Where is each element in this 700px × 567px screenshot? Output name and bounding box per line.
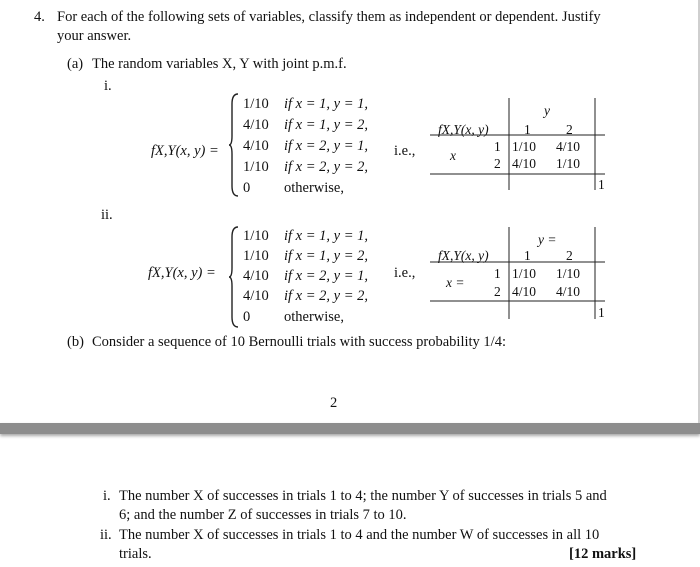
part-a-ii-table-row-var: x = bbox=[446, 275, 465, 290]
question-intro-line1: For each of the following sets of variables, classify them as independent or dependent. Justify bbox=[57, 9, 601, 25]
part-a-i-table-row-x: 1 bbox=[494, 139, 501, 154]
part-a-ii-table-cell: 1/10 bbox=[556, 266, 581, 281]
part-a-ii-table-col-var: y = bbox=[538, 232, 557, 247]
part-a-ii-table-row-x: 1 bbox=[494, 266, 501, 281]
part-a-ii-brace bbox=[228, 225, 240, 329]
question-number: 4. bbox=[34, 9, 45, 25]
part-a-ii-table-cell: 4/10 bbox=[556, 284, 581, 299]
part-a-i-brace bbox=[228, 92, 240, 198]
page-separator bbox=[0, 423, 700, 434]
part-a-ii-case-cond: if x = 2, y = 2, bbox=[284, 288, 368, 304]
part-a-ii-case-value: 4/10 bbox=[243, 288, 269, 304]
part-a-ii-case-value: 1/10 bbox=[243, 228, 269, 244]
part-a-i-case-value: 4/10 bbox=[243, 117, 269, 133]
part-a-i-table-total: 1 bbox=[598, 177, 605, 192]
part-a-ii-table-corner: fX,Y(x, y) bbox=[438, 248, 489, 263]
part-a-i-case-cond: otherwise, bbox=[284, 180, 344, 196]
part-a-i-lhs: fX,Y(x, y) = bbox=[151, 143, 219, 159]
part-a-i-label: i. bbox=[104, 78, 112, 94]
part-a-i-table-cell: 4/10 bbox=[556, 139, 581, 154]
question-intro-line2: your answer. bbox=[57, 28, 132, 44]
part-a-i-table-row-x: 2 bbox=[494, 156, 501, 171]
part-a-ii-ie: i.e., bbox=[394, 265, 416, 281]
part-a-ii-case-value: 0 bbox=[243, 309, 251, 325]
part-a-i-table-col-var: y bbox=[544, 103, 550, 118]
part-a-ii-case-cond: otherwise, bbox=[284, 309, 344, 325]
part-a-ii-lhs: fX,Y(x, y) = bbox=[148, 265, 216, 281]
part-a-ii-case-cond: if x = 2, y = 1, bbox=[284, 268, 368, 284]
part-b-i-line1: The number X of successes in trials 1 to 4; the number Y of successes in trials 5 and bbox=[119, 488, 607, 504]
part-a-ii-label: ii. bbox=[101, 207, 113, 223]
part-a-i-case-cond: if x = 1, y = 2, bbox=[284, 117, 368, 133]
part-a-i-ie: i.e., bbox=[394, 143, 416, 159]
part-a-i-table-cell: 1/10 bbox=[556, 156, 581, 171]
part-b-ii-label: ii. bbox=[100, 527, 112, 543]
part-a-i-case-value: 1/10 bbox=[243, 96, 269, 112]
part-a-i-case-value: 1/10 bbox=[243, 159, 269, 175]
part-b-ii-line1: The number X of successes in trials 1 to 4 and the number W of successes in all 10 bbox=[119, 527, 600, 543]
part-a-i-table-corner: fX,Y(x, y) bbox=[438, 122, 489, 137]
part-a-i-table-col-header: 2 bbox=[566, 122, 573, 137]
part-a-i-table-cell: 1/10 bbox=[512, 139, 537, 154]
part-b-i-label: i. bbox=[103, 488, 111, 504]
part-a-i-case-value: 0 bbox=[243, 180, 251, 196]
part-b-text: Consider a sequence of 10 Bernoulli trials with success probability 1/4: bbox=[92, 334, 506, 350]
part-a-ii-table-col-header: 1 bbox=[524, 248, 531, 263]
part-a-ii-table-cell: 1/10 bbox=[512, 266, 537, 281]
part-a-text: The random variables X, Y with joint p.m.f. bbox=[92, 56, 347, 72]
part-a-ii-case-value: 1/10 bbox=[243, 248, 269, 264]
part-a-i-case-value: 4/10 bbox=[243, 138, 269, 154]
part-a-i-case-cond: if x = 2, y = 2, bbox=[284, 159, 368, 175]
part-b-i-line2: 6; and the number Z of successes in trials 7 to 10. bbox=[119, 507, 407, 523]
part-b-label: (b) bbox=[67, 334, 84, 350]
part-b-ii-line2: trials. bbox=[119, 546, 152, 562]
part-a-ii-case-cond: if x = 1, y = 2, bbox=[284, 248, 368, 264]
page-number: 2 bbox=[330, 395, 338, 411]
part-a-ii-table-row-x: 2 bbox=[494, 284, 501, 299]
part-a-ii-table-col-header: 2 bbox=[566, 248, 573, 263]
marks-label: [12 marks] bbox=[569, 546, 637, 562]
part-a-ii-case-value: 4/10 bbox=[243, 268, 269, 284]
part-a-i-table-col-header: 1 bbox=[524, 122, 531, 137]
part-a-i-case-cond: if x = 1, y = 1, bbox=[284, 96, 368, 112]
part-a-ii-table-cell: 4/10 bbox=[512, 284, 537, 299]
part-a-ii-table-total: 1 bbox=[598, 305, 605, 320]
part-a-i-case-cond: if x = 2, y = 1, bbox=[284, 138, 368, 154]
part-a-ii-case-cond: if x = 1, y = 1, bbox=[284, 228, 368, 244]
part-a-label: (a) bbox=[67, 56, 84, 72]
part-a-i-table-row-var: x bbox=[450, 148, 456, 163]
part-a-i-table-cell: 4/10 bbox=[512, 156, 537, 171]
